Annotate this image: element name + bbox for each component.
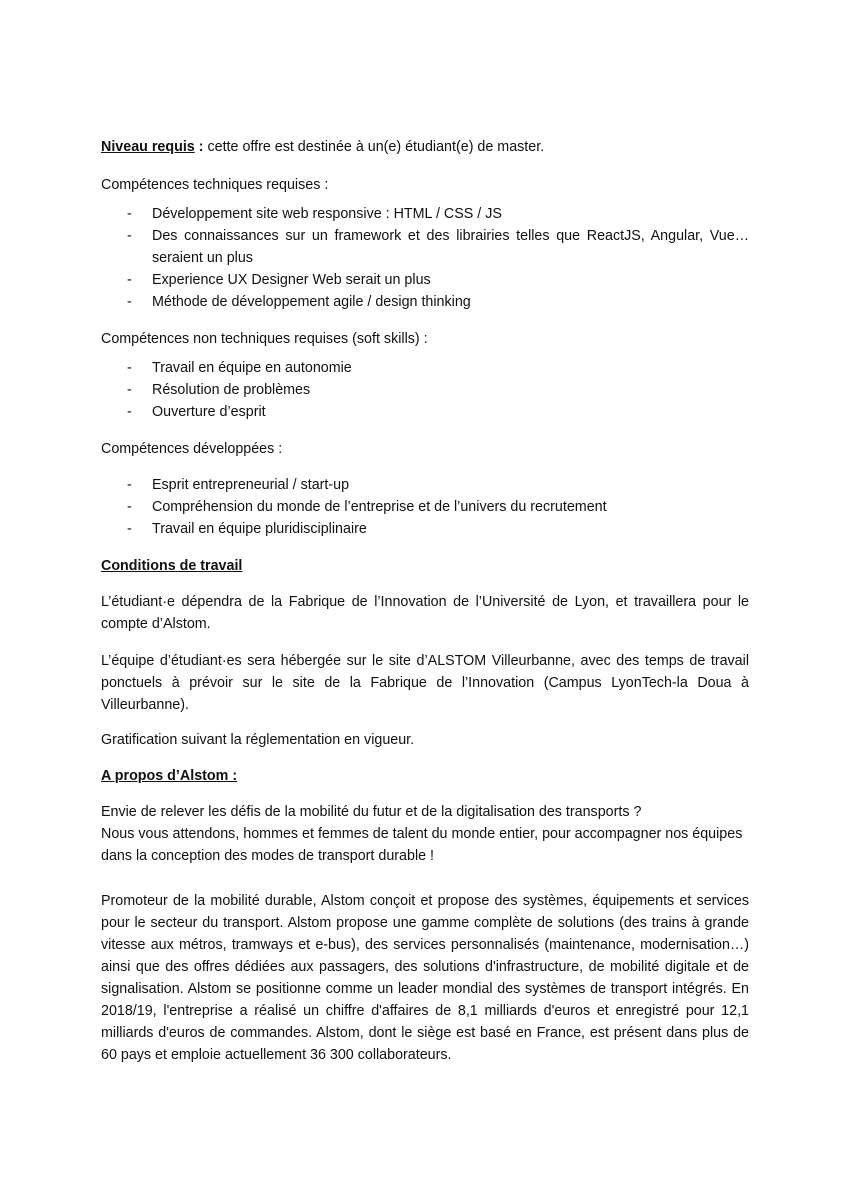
apropos-line: Envie de relever les défis de la mobilité du futur et de la digitalisation des transports ?	[101, 804, 642, 820]
list-item: - Ouverture d’esprit	[101, 401, 749, 423]
competences-techniques-list	[101, 203, 781, 313]
conditions-paragraph: L’étudiant·e dépendra de la Fabrique de l’Innovation de l’Université de Lyon, et travaillera pour le compte d’Alstom.	[101, 594, 749, 632]
list-item: - Développement site web responsive : HTML / CSS / JS	[101, 203, 781, 225]
list-item: - Compréhension du monde de l’entreprise et de l’univers du recrutement	[101, 496, 749, 518]
list-item: - Résolution de problèmes	[101, 379, 749, 401]
dash-bullet: -	[127, 228, 132, 244]
niveau-requis-label: Niveau requis	[101, 139, 195, 155]
list-item: - Méthode de développement agile / design thinking	[101, 291, 781, 313]
niveau-requis-line	[101, 136, 749, 158]
competences-developpees-list	[101, 474, 749, 540]
competences-non-techniques-list	[101, 357, 749, 423]
dash-bullet: -	[127, 206, 132, 222]
niveau-requis-colon: :	[194, 139, 204, 155]
dash-bullet: -	[127, 521, 132, 537]
dash-bullet: -	[127, 382, 132, 398]
competences-developpees-heading: Compétences développées :	[101, 441, 283, 457]
conditions-heading: Conditions de travail	[101, 558, 243, 574]
list-item: - Des connaissances sur un framework et des librairies telles que ReactJS, Angular, Vue… seraient un plus	[101, 225, 781, 269]
list-item: - Travail en équipe en autonomie	[101, 357, 749, 379]
list-item: - Esprit entrepreneurial / start-up	[101, 474, 749, 496]
list-item: - Travail en équipe pluridisciplinaire	[101, 518, 749, 540]
competences-techniques-heading: Compétences techniques requises :	[101, 177, 329, 193]
dash-bullet: -	[127, 404, 132, 420]
apropos-heading: A propos d’Alstom :	[101, 768, 238, 784]
dash-bullet: -	[127, 499, 132, 515]
conditions-paragraph: L’équipe d’étudiant·es sera hébergée sur le site d’ALSTOM Villeurbanne, avec des temps de travail ponctuels à prévoir sur le site de la Fabrique de l’Innovation (Campus LyonTech-la Doua à Villeurbanne).	[101, 653, 749, 713]
dash-bullet: -	[127, 477, 132, 493]
dash-bullet: -	[127, 360, 132, 376]
competences-non-techniques-heading: Compétences non techniques requises (soft skills) :	[101, 331, 428, 347]
list-item: - Experience UX Designer Web serait un plus	[101, 269, 781, 291]
dash-bullet: -	[127, 272, 132, 288]
niveau-requis-text: cette offre est destinée à un(e) étudiant(e) de master.	[203, 139, 545, 155]
apropos-line: Nous vous attendons, hommes et femmes de talent du monde entier, pour accompagner nos équipes dans la conception des modes de transport durable !	[101, 826, 743, 864]
dash-bullet: -	[127, 294, 132, 310]
apropos-paragraph: Promoteur de la mobilité durable, Alstom conçoit et propose des systèmes, équipements et services pour le secteur du transport. Alstom propose une gamme complète de solutions (des trains à grande vitesse aux métros, tramways et e-bus), des services personnalisés (maintenance, modernisation…) ainsi que des offres dédiées aux passagers, des solutions d'infrastructure, de mobilité digitale et de signalisation. Alstom se positionne comme un leader mondial des systèmes de transport intégrés. En 2018/19, l'entreprise a réalisé un chiffre d'affaires de 8,1 milliards d'euros et enregistré pour 12,1 milliards d'euros de commandes. Alstom, dont le siège est basé en France, est présent dans plus de 60 pays et emploie actuellement 36 300 collaborateurs.	[101, 893, 749, 1063]
conditions-paragraph: Gratification suivant la réglementation en vigueur.	[101, 732, 415, 748]
